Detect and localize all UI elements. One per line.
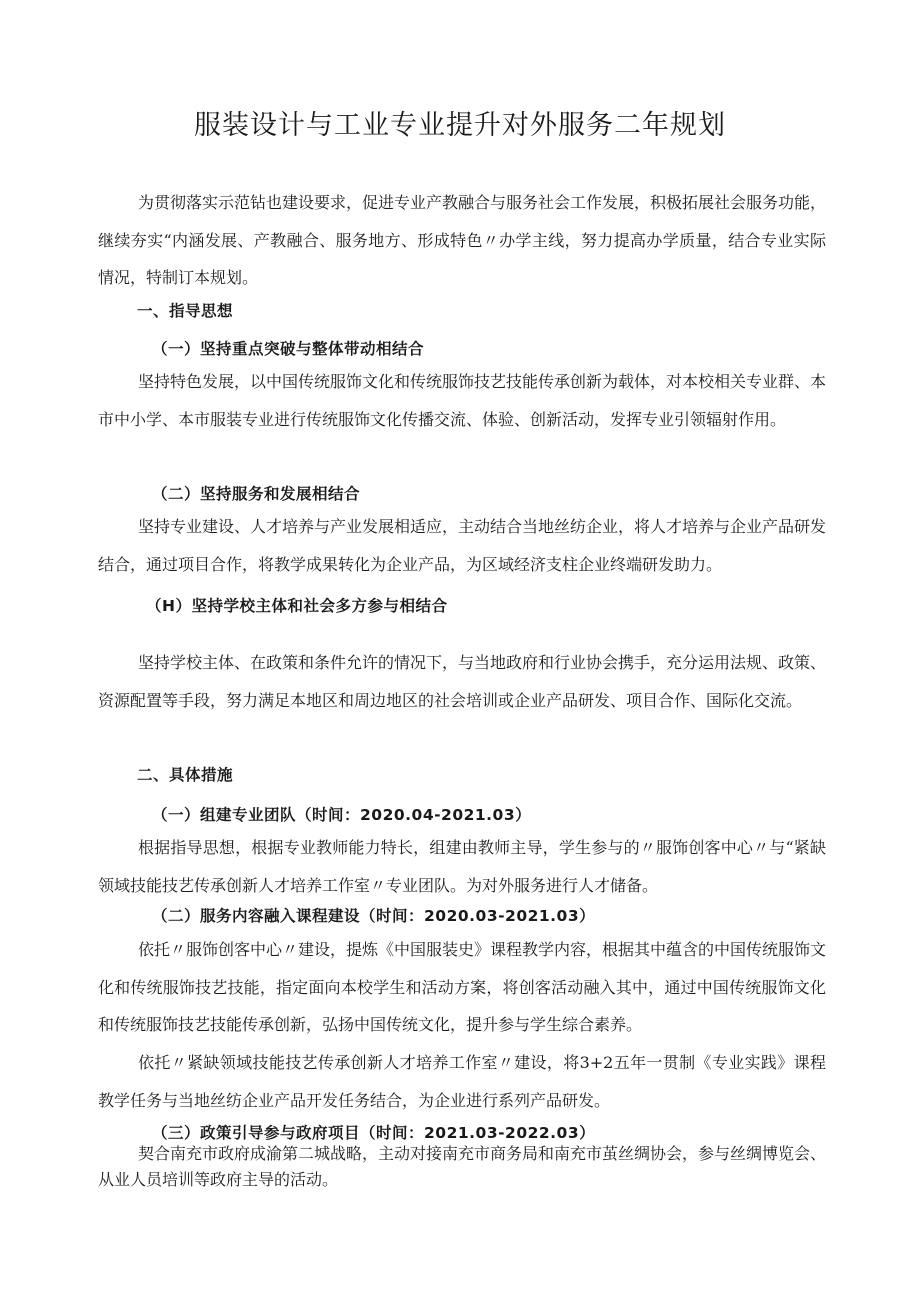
paragraph-school-society: 坚持学校主体、在政策和条件允许的情况下，与当地政府和行业协会携手，充分运用法规、政策、资源配置等手段，努力满足本地区和周边地区的社会培训或企业产品研发、项目合作、国际化交流。 bbox=[98, 653, 827, 710]
subheading-curriculum-integration: （二）服务内容融入课程建设（时间：2020.03-2021.03） bbox=[152, 907, 596, 925]
intro-paragraph: 为贯彻落实示范钻也建设要求，促进专业产教融合与服务社会工作发展，积极拓展社会服务功能，继续夯实“内涵发展、产教融合、服务地方、形成特色〃办学主线，努力提高办学质量，结合专业实际情况，特制订本规划。 bbox=[98, 193, 827, 287]
section-heading-specific-measures: 二、具体措施 bbox=[137, 766, 234, 784]
paragraph-build-team: 根据指导思想，根据专业教师能力特长，组建由教师主导，学生参与的〃服饰创客中心〃与“紧缺领域技能技艺传承创新人才培养工作室〃专业团队。为对外服务进行人才储备。 bbox=[98, 838, 826, 895]
subheading-key-breakthrough: （一）坚持重点突破与整体带动相结合 bbox=[152, 340, 425, 358]
subheading-build-team: （一）组建专业团队（时间：2020.04-2021.03） bbox=[152, 806, 532, 824]
paragraph-service-development: 坚持专业建设、人才培养与产业发展相适应，主动结合当地丝纺企业，将人才培养与企业产品研发结合，通过项目合作，将教学成果转化为企业产品，为区域经济支柱企业终端研发助力。 bbox=[98, 517, 827, 574]
document-title: 服装设计与工业专业提升对外服务二年规划 bbox=[194, 110, 726, 141]
paragraph-curriculum-integration-2: 依托〃紧缺领域技能技艺传承创新人才培养工作室〃建设，将3+2五年一贯制《专业实践》课程教学任务与当地丝纺企业产品开发任务结合，为企业进行系列产品研发。 bbox=[98, 1053, 826, 1110]
subheading-service-development: （二）坚持服务和发展相结合 bbox=[152, 485, 361, 503]
paragraph-government-projects: 契合南充市政府成渝第二城战略，主动对接南充市商务局和南充市茧丝绸协会，参与丝绸博览会、从业人员培训等政府主导的活动。 bbox=[98, 1144, 827, 1189]
section-heading-guiding-ideology: 一、指导思想 bbox=[137, 302, 234, 320]
paragraph-curriculum-integration-1: 依托〃服饰创客中心〃建设，提炼《中国服装史》课程教学内容，根据其中蕴含的中国传统服饰文化和传统服饰技艺技能，指定面向本校学生和活动方案，将创客活动融入其中，通过中国传统服饰文化和传统服饰技艺技能传承创新，弘扬中国传统文化，提升参与学生综合素养。 bbox=[98, 940, 827, 1034]
subheading-school-society: （H）坚持学校主体和社会多方参与相结合 bbox=[146, 597, 448, 615]
paragraph-key-breakthrough: 坚持特色发展，以中国传统服饰文化和传统服饰技艺技能传承创新为载体，对本校相关专业群、本市中小学、本市服装专业进行传统服饰文化传播交流、体验、创新活动，发挥专业引领辐射作用。 bbox=[98, 372, 827, 429]
subheading-government-projects: （三）政策引导参与政府项目（时间：2021.03-2022.03） bbox=[152, 1124, 596, 1142]
